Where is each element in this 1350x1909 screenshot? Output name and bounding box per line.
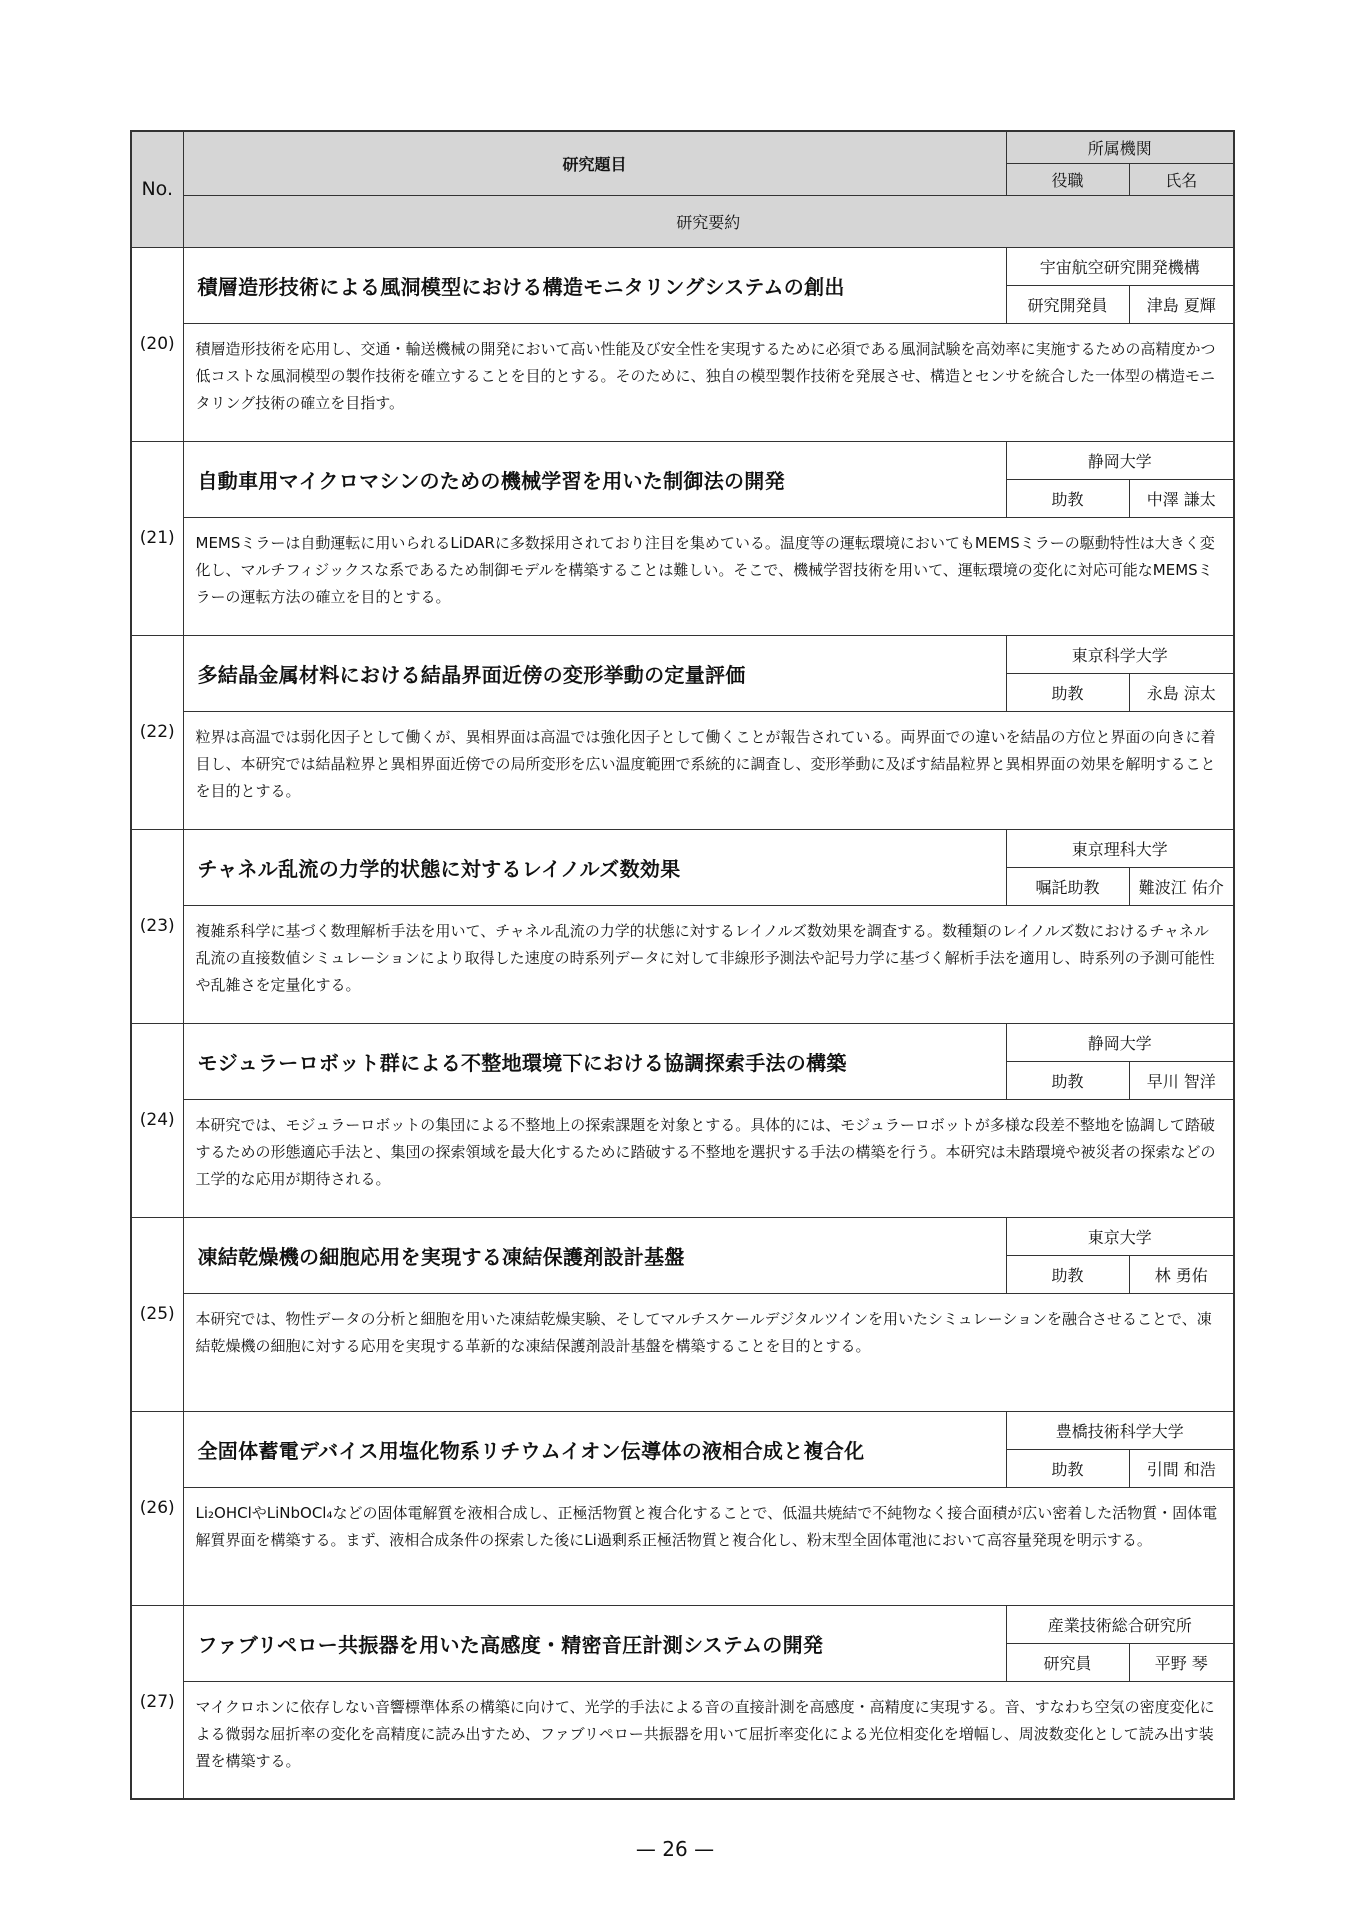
entry-number: (24) bbox=[131, 1023, 183, 1217]
entry-number: (23) bbox=[131, 829, 183, 1023]
header-summary: 研究要約 bbox=[183, 195, 1234, 247]
header-affiliation: 所属機関 bbox=[1006, 131, 1234, 163]
entry-title: チャネル乱流の力学的状態に対するレイノルズ数効果 bbox=[183, 829, 1006, 905]
entry-summary: MEMSミラーは自動運転に用いられるLiDARに多数採用されており注目を集めている。温度等の運転環境においてもMEMSミラーの駆動特性は大きく変化し、マルチフィジックスな系であるため制御モデルを構築することは難しい。そこで、機械学習技術を用いて、運転環境の変化に対応可能なMEMSミラーの運転方法の確立を目的とする。 bbox=[183, 517, 1234, 635]
entry-number: (20) bbox=[131, 247, 183, 441]
entry-affiliation: 静岡大学 bbox=[1006, 441, 1234, 479]
entry-name: 難波江 佑介 bbox=[1129, 867, 1234, 905]
entry-title: 全固体蓄電デバイス用塩化物系リチウムイオン伝導体の液相合成と複合化 bbox=[183, 1411, 1006, 1487]
header-no: No. bbox=[131, 131, 183, 247]
entry-title: ファブリペロー共振器を用いた高感度・精密音圧計測システムの開発 bbox=[183, 1605, 1006, 1681]
entry-title: 凍結乾燥機の細胞応用を実現する凍結保護剤設計基盤 bbox=[183, 1217, 1006, 1293]
entry-position: 嘱託助教 bbox=[1006, 867, 1129, 905]
entry-name: 永島 涼太 bbox=[1129, 673, 1234, 711]
entry-title: 積層造形技術による風洞模型における構造モニタリングシステムの創出 bbox=[183, 247, 1006, 323]
entry-position: 助教 bbox=[1006, 479, 1129, 517]
header-name: 氏名 bbox=[1129, 163, 1234, 195]
research-table bbox=[130, 130, 1235, 1800]
entry-title: 多結晶金属材料における結晶界面近傍の変形挙動の定量評価 bbox=[183, 635, 1006, 711]
entry-number: (27) bbox=[131, 1605, 183, 1799]
entry-position: 研究員 bbox=[1006, 1643, 1129, 1681]
page-number: — 26 — bbox=[635, 1837, 715, 1861]
entry-name: 津島 夏輝 bbox=[1129, 285, 1234, 323]
entry-name: 中澤 謙太 bbox=[1129, 479, 1234, 517]
entry-summary: Li₂OHClやLiNbOCl₄などの固体電解質を液相合成し、正極活物質と複合化することで、低温共焼結で不純物なく接合面積が広い密着した活物質・固体電解質界面を構築する。まず、液相合成条件の探索した後にLi過剰系正極活物質と複合化し、粉末型全固体電池において高容量発現を明示する。 bbox=[183, 1487, 1234, 1605]
entry-position: 助教 bbox=[1006, 1255, 1129, 1293]
entry-name: 平野 琴 bbox=[1129, 1643, 1234, 1681]
header-position: 役職 bbox=[1006, 163, 1129, 195]
entry-number: (22) bbox=[131, 635, 183, 829]
entry-affiliation: 豊橋技術科学大学 bbox=[1006, 1411, 1234, 1449]
header-title: 研究題目 bbox=[183, 131, 1006, 195]
entry-position: 助教 bbox=[1006, 673, 1129, 711]
entry-affiliation: 宇宙航空研究開発機構 bbox=[1006, 247, 1234, 285]
entry-number: (25) bbox=[131, 1217, 183, 1411]
entry-affiliation: 東京大学 bbox=[1006, 1217, 1234, 1255]
entry-position: 助教 bbox=[1006, 1061, 1129, 1099]
entry-summary: 本研究では、物性データの分析と細胞を用いた凍結乾燥実験、そしてマルチスケールデジタルツインを用いたシミュレーションを融合させることで、凍結乾燥機の細胞に対する応用を実現する革新的な凍結保護剤設計基盤を構築することを目的とする。 bbox=[183, 1293, 1234, 1411]
entry-affiliation: 静岡大学 bbox=[1006, 1023, 1234, 1061]
entry-name: 林 勇佑 bbox=[1129, 1255, 1234, 1293]
entry-name: 早川 智洋 bbox=[1129, 1061, 1234, 1099]
entry-position: 助教 bbox=[1006, 1449, 1129, 1487]
entry-summary: マイクロホンに依存しない音響標準体系の構築に向けて、光学的手法による音の直接計測を高感度・高精度に実現する。音、すなわち空気の密度変化による微弱な屈折率の変化を高精度に読み出すため、ファブリペロー共振器を用いて屈折率変化による光位相変化を増幅し、周波数変化として読み出す装置を構築する。 bbox=[183, 1681, 1234, 1799]
entry-affiliation: 東京理科大学 bbox=[1006, 829, 1234, 867]
entry-number: (21) bbox=[131, 441, 183, 635]
entry-summary: 複雑系科学に基づく数理解析手法を用いて、チャネル乱流の力学的状態に対するレイノルズ数効果を調査する。数種類のレイノルズ数におけるチャネル乱流の直接数値シミュレーションにより取得した速度の時系列データに対して非線形予測法や記号力学に基づく解析手法を適用し、時系列の予測可能性や乱雑さを定量化する。 bbox=[183, 905, 1234, 1023]
entry-summary: 粒界は高温では弱化因子として働くが、異相界面は高温では強化因子として働くことが報告されている。両界面での違いを結晶の方位と界面の向きに着目し、本研究では結晶粒界と異相界面近傍での局所変形を広い温度範囲で系統的に調査し、変形挙動に及ぼす結晶粒界と異相界面の効果を解明することを目的とする。 bbox=[183, 711, 1234, 829]
entry-summary: 本研究では、モジュラーロボットの集団による不整地上の探索課題を対象とする。具体的には、モジュラーロボットが多様な段差不整地を協調して踏破するための形態適応手法と、集団の探索領域を最大化するために踏破する不整地を選択する手法の構築を行う。本研究は未踏環境や被災者の探索などの工学的な応用が期待される。 bbox=[183, 1099, 1234, 1217]
entry-summary: 積層造形技術を応用し、交通・輸送機械の開発において高い性能及び安全性を実現するために必須である風洞試験を高効率に実施するための高精度かつ低コストな風洞模型の製作技術を確立することを目的とする。そのために、独自の模型製作技術を発展させ、構造とセンサを統合した一体型の構造モニタリング技術の確立を目指す。 bbox=[183, 323, 1234, 441]
entry-position: 研究開発員 bbox=[1006, 285, 1129, 323]
entry-title: モジュラーロボット群による不整地環境下における協調探索手法の構築 bbox=[183, 1023, 1006, 1099]
entry-affiliation: 東京科学大学 bbox=[1006, 635, 1234, 673]
entry-affiliation: 産業技術総合研究所 bbox=[1006, 1605, 1234, 1643]
entry-title: 自動車用マイクロマシンのための機械学習を用いた制御法の開発 bbox=[183, 441, 1006, 517]
entry-name: 引間 和浩 bbox=[1129, 1449, 1234, 1487]
entry-number: (26) bbox=[131, 1411, 183, 1605]
